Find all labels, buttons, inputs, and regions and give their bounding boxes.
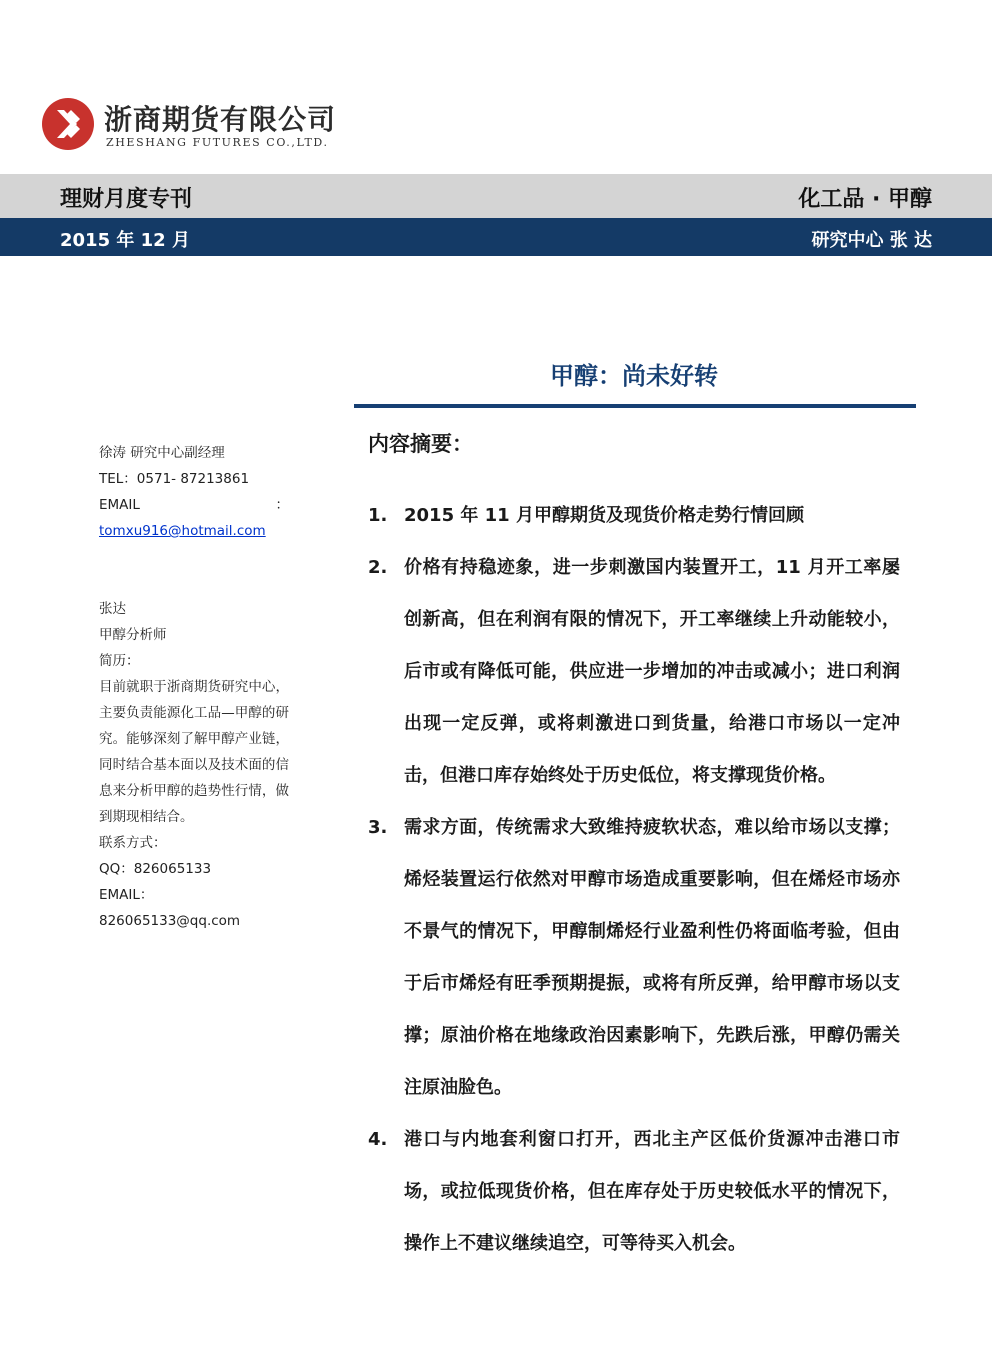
company-logo [40, 96, 337, 160]
company-name-cn: 浙商期货有限公司 [104, 103, 337, 136]
analyst1-tel: TEL：0571- 87213861 [99, 471, 250, 487]
analyst1-name-title: 徐涛 研究中心副经理 [99, 445, 225, 461]
analyst2-email: EMAIL：826065133@qq.com [99, 887, 241, 929]
abstract-item-text: 港口与内地套利窗口打开，西北主产区低价货源冲击港口市场，或拉低现货价格，但在库存处于历史较低水平的情况下，操作上不建议继续追空，可等待买入机会。 [404, 1129, 900, 1254]
abstract-item-number: 3. [368, 817, 388, 838]
analyst1-email-colon: ： [275, 497, 289, 513]
abstract-list [368, 490, 900, 1270]
analyst1-email-link[interactable]: tomxu916@hotmail.com [99, 523, 266, 539]
analyst2-contact-label: 联系方式： [99, 835, 167, 851]
analyst2-title: 甲醇分析师 [99, 627, 167, 643]
abstract-item [368, 542, 900, 802]
abstract-item [368, 1114, 900, 1270]
article-title: 甲醇：尚未好转 [550, 362, 718, 390]
report-date: 2015 年 12 月 [60, 230, 190, 251]
abstract-item [368, 802, 900, 1114]
report-date-band [0, 218, 992, 256]
abstract-item [368, 490, 900, 542]
analyst2-qq: QQ：826065133 [99, 861, 212, 877]
analyst2-name: 张达 [99, 601, 126, 617]
analyst2-resume-label: 简历： [99, 653, 140, 669]
report-author: 研究中心 张 达 [811, 230, 932, 251]
analyst-sidebar [99, 440, 289, 934]
abstract-item-text: 价格有持稳迹象，进一步刺激国内装置开工，11 月开工率屡创新高，但在利润有限的情况下，开工率继续上升动能较小，后市或有降低可能，供应进一步增加的冲击或减小；进口利润出现一定反弹，或将刺激进口到货量，给港口市场以一定冲击，但港口库存始终处于历史低位，将支撑现货价格。 [404, 557, 900, 786]
analyst1-email-label-row [99, 492, 289, 518]
abstract-item-text: 需求方面，传统需求大致维持疲软状态，难以给市场以支撑；烯烃装置运行依然对甲醇市场造成重要影响，但在烯烃市场亦不景气的情况下，甲醇制烯烃行业盈利性仍将面临考验，但由于后市烯烃有旺季预期提振，或将有所反弹，给甲醇市场以支撑；原油价格在地缘政治因素影响下，先跌后涨，甲醇仍需关注原油脸色。 [404, 817, 900, 1098]
report-type-band [0, 174, 992, 218]
abstract-heading: 内容摘要： [368, 432, 473, 456]
abstract-item-number: 4. [368, 1129, 388, 1150]
abstract-item-number: 2. [368, 557, 388, 578]
company-name-en: ZHESHANG FUTURES CO.,LTD. [106, 136, 329, 149]
sidebar-spacer [99, 570, 289, 596]
zheshang-logo-icon [40, 96, 96, 152]
analyst2-bio: 目前就职于浙商期货研究中心，主要负责能源化工品—甲醇的研究。能够深刻了解甲醇产业链，同时结合基本面以及技术面的信息来分析甲醇的趋势性行情，做到期现相结合。 [99, 679, 289, 825]
title-divider [354, 404, 916, 408]
abstract-item-number: 1. [368, 505, 388, 526]
report-type: 理财月度专刊 [60, 187, 193, 212]
analyst1-email-label: EMAIL [99, 497, 140, 513]
abstract-item-text: 2015 年 11 月甲醇期货及现货价格走势行情回顾 [404, 505, 804, 526]
sidebar-spacer [99, 544, 289, 570]
report-category: 化工品 · 甲醇 [798, 187, 932, 212]
